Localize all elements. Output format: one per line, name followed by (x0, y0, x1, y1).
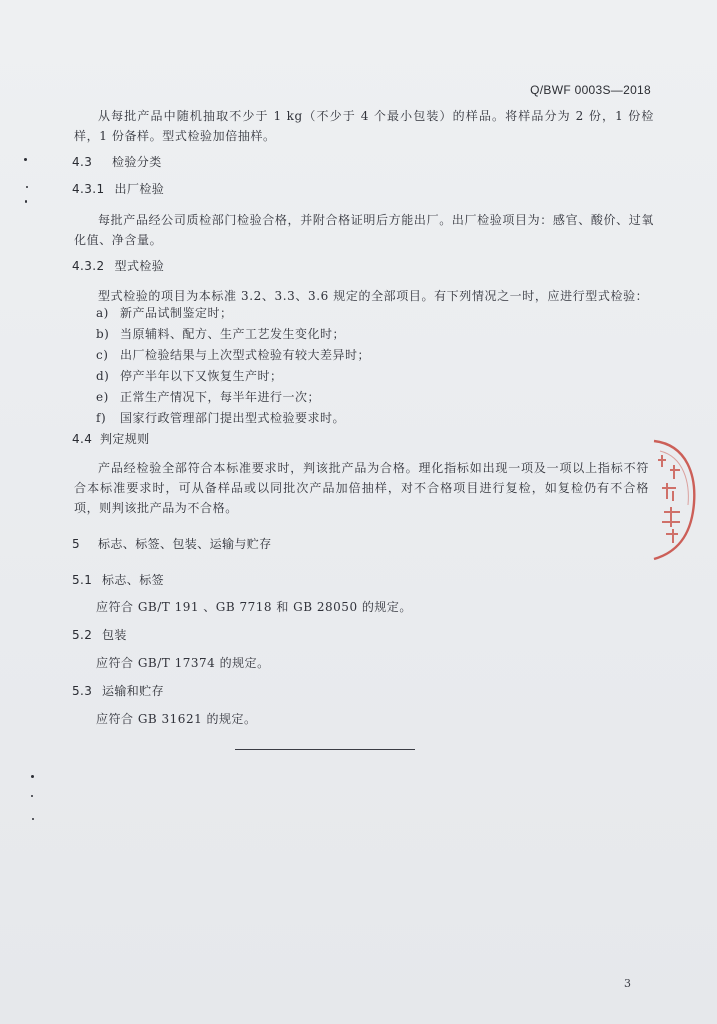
section-4-4-heading (72, 430, 150, 447)
section-5-1-heading (72, 571, 164, 588)
scan-speck (31, 775, 34, 778)
judgment-rules-paragraph: 产品经检验全部符合本标准要求时，判该批产品为合格。理化指标如出现一项及一项以上指标不符合本标准要求时，可从备样品或以同批次产品加倍抽样，对不合格项目进行复检，如复检仍有不合格项，则判该批产品为不合格。 (74, 461, 649, 515)
scan-speck (26, 186, 28, 188)
document-code: Q/BWF 0003S—2018 (530, 83, 651, 97)
section-title: 包装 (102, 628, 127, 642)
type-inspection-conditions-list (96, 303, 370, 429)
list-item: a) 新产品试制鉴定时； (96, 306, 233, 320)
section-number: 5.3 (72, 684, 93, 698)
section-number: 4.4 (72, 432, 93, 446)
scan-speck (24, 158, 27, 161)
section-5-heading (72, 535, 272, 552)
section-4-3-2-heading (72, 257, 164, 274)
type-inspection-paragraph: 型式检验的项目为本标准 3.2、3.3、3.6 规定的全部项目。有下列情况之一时，应进行型式检验： (98, 289, 649, 303)
scan-speck (25, 200, 27, 203)
list-item: b) 当原辅料、配方、生产工艺发生变化时； (96, 327, 346, 341)
section-title: 运输和贮存 (102, 684, 165, 698)
section-number: 4.3.2 (72, 259, 105, 273)
section-number: 5.1 (72, 573, 93, 587)
section-5-3-heading (72, 682, 164, 699)
section-number: 5 (72, 537, 81, 551)
section-title: 出厂检验 (114, 182, 165, 196)
marking-requirement: 应符合 GB/T 191 、GB 7718 和 GB 28050 的规定。 (96, 600, 412, 614)
page-number: 3 (624, 977, 631, 990)
scan-speck (31, 795, 33, 797)
factory-inspection-paragraph: 每批产品经公司质检部门检验合格，并附合格证明后方能出厂。出厂检验项目为：感官、酸价、过氧化值、净含量。 (74, 213, 654, 247)
list-item: e) 正常生产情况下，每半年进行一次； (96, 390, 321, 404)
list-item: f) 国家行政管理部门提出型式检验要求时。 (96, 411, 346, 425)
section-4-3-1-heading (72, 180, 164, 197)
section-title: 标志、标签 (102, 573, 165, 587)
section-title: 型式检验 (114, 259, 165, 273)
company-seal-stamp (648, 437, 698, 563)
list-item: c) 出厂检验结果与上次型式检验有较大差异时； (96, 348, 371, 362)
section-number: 5.2 (72, 628, 93, 642)
section-title: 判定规则 (100, 432, 150, 446)
section-title: 标志、标签、包装、运输与贮存 (98, 537, 272, 551)
end-rule (235, 749, 415, 750)
section-number: 4.3 (72, 155, 93, 169)
packaging-requirement: 应符合 GB/T 17374 的规定。 (96, 656, 270, 670)
list-item: d) 停产半年以下又恢复生产时； (96, 369, 283, 383)
transport-storage-requirement: 应符合 GB 31621 的规定。 (96, 712, 257, 726)
sampling-paragraph: 从每批产品中随机抽取不少于 1 kg（不少于 4 个最小包装）的样品。将样品分为 2 份，1 份检样，1 份备样。型式检验加倍抽样。 (74, 109, 654, 143)
scan-speck (32, 818, 34, 820)
section-title: 检验分类 (112, 155, 162, 169)
section-5-2-heading (72, 626, 127, 643)
section-4-3-heading (72, 153, 162, 170)
section-number: 4.3.1 (72, 182, 105, 196)
